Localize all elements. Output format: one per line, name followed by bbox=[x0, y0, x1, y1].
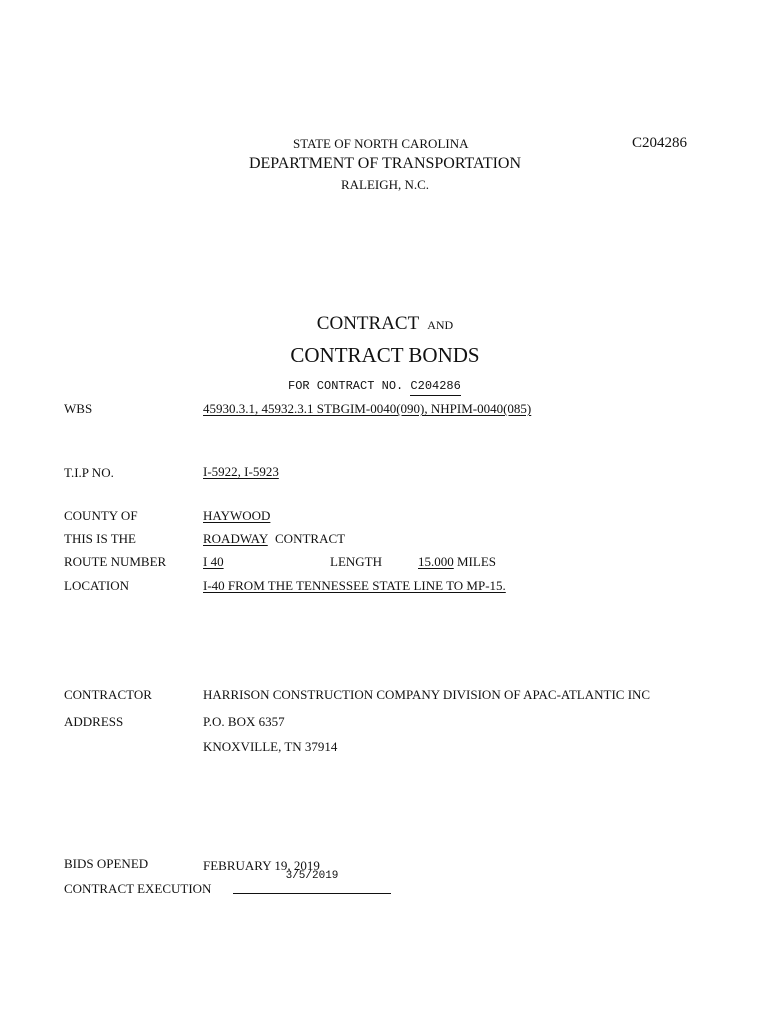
city-name: RALEIGH, N.C. bbox=[340, 177, 430, 192]
execution-signature-line bbox=[233, 893, 391, 894]
for-contract-line bbox=[288, 379, 461, 393]
tip-label: T.I.P NO. bbox=[64, 465, 114, 480]
execution-label: CONTRACT EXECUTION bbox=[64, 881, 212, 896]
execution-value: 3/5/2019 bbox=[285, 870, 339, 882]
contract-bonds-title: CONTRACT BONDS bbox=[290, 343, 480, 367]
bids-opened-label: BIDS OPENED bbox=[64, 856, 149, 871]
tip-value: I-5922, I-5923 bbox=[203, 464, 279, 479]
wbs-label: WBS bbox=[64, 401, 93, 416]
wbs-value: 45930.3.1, 45932.3.1 STBGIM-0040(090), NHPIM-0040(085) bbox=[203, 401, 532, 416]
bids-opened-value: FEBRUARY 19, 2019 bbox=[203, 858, 320, 873]
address-line-2: KNOXVILLE, TN 37914 bbox=[203, 739, 338, 754]
contract-title bbox=[0, 313, 770, 335]
county-value: HAYWOOD bbox=[203, 508, 271, 523]
this-is-label: THIS IS THE bbox=[64, 531, 136, 546]
address-line-1: P.O. BOX 6357 bbox=[203, 714, 285, 729]
address-label: ADDRESS bbox=[64, 714, 124, 729]
length-unit: MILES bbox=[457, 554, 496, 569]
for-contract-prefix: FOR CONTRACT NO. bbox=[288, 379, 404, 393]
state-name: STATE OF NORTH CAROLINA bbox=[293, 136, 469, 151]
length-line bbox=[418, 554, 496, 570]
contract-type-value: ROADWAY bbox=[203, 531, 268, 546]
contractor-label: CONTRACTOR bbox=[64, 687, 152, 702]
county-label: COUNTY OF bbox=[64, 508, 138, 523]
contractor-value: HARRISON CONSTRUCTION COMPANY DIVISION OF APAC-ATLANTIC INC bbox=[203, 687, 651, 702]
route-label: ROUTE NUMBER bbox=[64, 554, 167, 569]
for-contract-no: C204286 bbox=[410, 379, 460, 396]
contract-word-label: CONTRACT bbox=[275, 531, 346, 546]
contract-word: CONTRACT bbox=[316, 313, 420, 334]
department-name: DEPARTMENT OF TRANSPORTATION bbox=[248, 155, 522, 172]
location-value: I-40 FROM THE TENNESSEE STATE LINE TO MP-15. bbox=[203, 578, 506, 593]
location-label: LOCATION bbox=[64, 578, 129, 593]
contract-type-line bbox=[203, 531, 345, 547]
length-value: 15.000 bbox=[418, 554, 454, 569]
and-word: AND bbox=[427, 318, 454, 332]
route-value: I 40 bbox=[203, 554, 224, 569]
contract-id: C204286 bbox=[632, 135, 688, 151]
length-label: LENGTH bbox=[330, 554, 382, 569]
